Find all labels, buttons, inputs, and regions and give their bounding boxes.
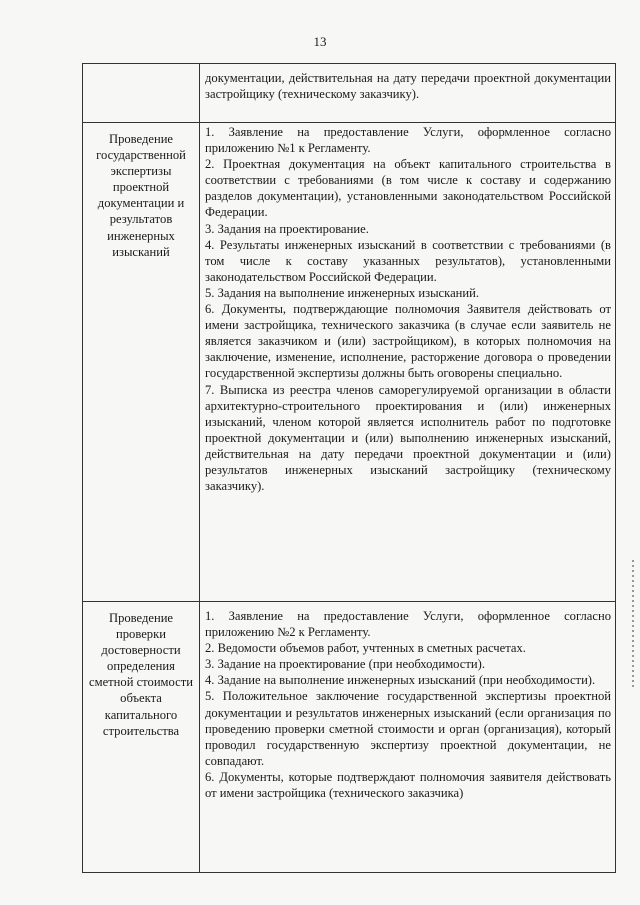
document-item: 5. Задания на выполнение инженерных изысканий. <box>205 285 480 300</box>
table-row <box>83 602 616 873</box>
requirements-table <box>82 63 616 873</box>
document-item: 1. Заявление на предоставление Услуги, оформленное согласно приложению №1 к Регламенту. <box>205 125 611 156</box>
document-item: 6. Документы, которые подтверждают полномочия заявителя действовать от имени застройщика (технического заказчика) <box>205 769 611 801</box>
document-item: 2. Проектная документация на объект капитального строительства в соответствии с требованиями (в том числе к составу и содержанию разделов документации), установленными законодательством Российской Федерации. <box>205 157 611 220</box>
documents-cell <box>200 602 616 873</box>
service-name-cell <box>83 64 200 123</box>
document-item: 7. Выписка из реестра членов саморегулируемой организации в области архитектурно-строительного проектирования и (или) инженерных изысканий, членом которой является исполнитель работ по подготовке проектной документации и (или) выполнению инженерных изысканий, действительная на дату передачи проектной документации и (или) результатов инженерных изысканий застройщику (техническому заказчику). <box>205 382 611 494</box>
document-item: 3. Задание на проектирование (при необходимости). <box>205 657 485 672</box>
document-item: 3. Задания на проектирование. <box>205 221 369 236</box>
document-item: 5. Положительное заключение государственной экспертизы проектной документации и результатов инженерных изысканий (если организация по проведению проверки сметной стоимости и орган (организация), который проводил государственную экспертизу проектной документации, не совпадают. <box>205 689 611 768</box>
documents-cell <box>200 123 616 602</box>
document-item: 1. Заявление на предоставление Услуги, оформленное согласно приложению №2 к Регламенту. <box>205 609 611 640</box>
table-row <box>83 64 616 123</box>
document-item: 2. Ведомости объемов работ, учтенных в сметных расчетах. <box>205 641 526 656</box>
document-item: документации, действительная на дату передачи проектной документации застройщику (техническому заказчику). <box>205 71 611 102</box>
page-number: 13 <box>313 34 327 49</box>
table-row <box>83 123 616 602</box>
document-item: 4. Результаты инженерных изысканий в соответствии с требованиями (в том числе к составу указанных результатов), установленными законодательством Российской Федерации. <box>205 237 611 284</box>
scan-edge-mark <box>632 560 634 690</box>
document-item: 6. Документы, подтверждающие полномочия Заявителя действовать от имени застройщика, технического заказчика (в случае если заявитель не является заказчиком и (или) застройщиком), в которых полномочия на заключение, изменение, исполнение, расторжение договора о проведении государственной экспертизы должны быть оговорены специально. <box>205 302 611 381</box>
document-item: 4. Задание на выполнение инженерных изысканий (при необходимости). <box>205 673 596 688</box>
documents-cell <box>200 64 616 123</box>
service-name-cell: Проведение государственной экспертизы проектной документации и результатов инженерных изысканий <box>83 123 200 602</box>
service-name-cell: Проведение проверки достоверности определения сметной стоимости объекта капитального строительства <box>83 602 200 873</box>
